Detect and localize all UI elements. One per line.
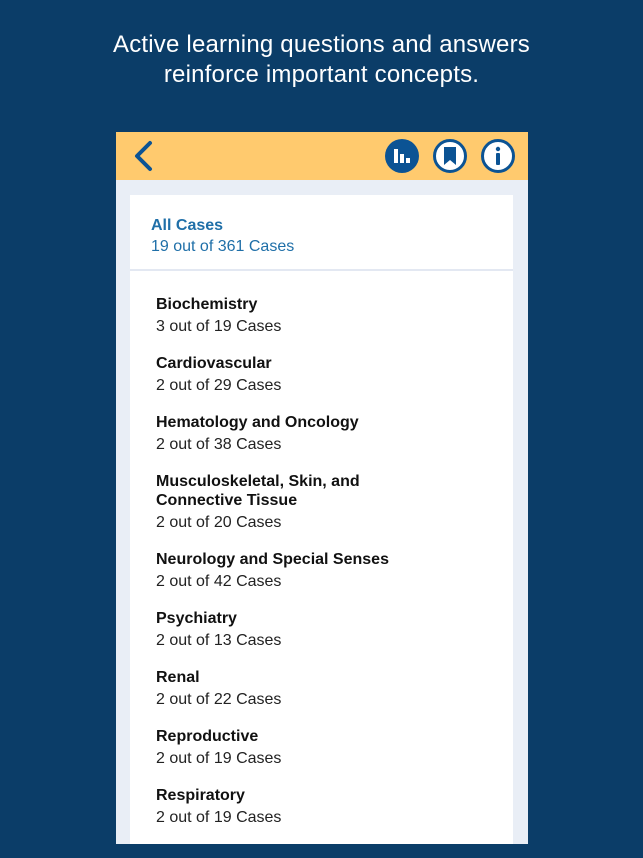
category-title: Neurology and Special Senses	[156, 551, 389, 568]
top-toolbar	[116, 132, 528, 180]
category-count: 2 out of 19 Cases	[156, 750, 282, 767]
category-count: 2 out of 22 Cases	[156, 691, 282, 708]
category-item[interactable]	[156, 550, 486, 591]
statistics-button[interactable]	[385, 139, 419, 173]
back-button[interactable]	[130, 140, 160, 172]
cases-panel	[130, 195, 513, 844]
all-cases-row[interactable]	[130, 195, 513, 271]
category-count: 2 out of 19 Cases	[156, 809, 282, 826]
all-cases-title: All Cases	[151, 217, 224, 234]
category-count: 2 out of 20 Cases	[156, 514, 282, 531]
category-count: 2 out of 29 Cases	[156, 377, 282, 394]
all-cases-count: 19 out of 361 Cases	[151, 238, 295, 255]
marketing-caption	[0, 30, 643, 90]
caption-line-2: reinforce important concepts.	[163, 61, 480, 88]
caption-line-1: Active learning questions and answers	[113, 31, 530, 58]
category-count: 2 out of 38 Cases	[156, 436, 282, 453]
category-item[interactable]	[156, 354, 486, 395]
category-title: Biochemistry	[156, 296, 258, 313]
category-item[interactable]	[156, 413, 486, 454]
bookmark-icon	[433, 139, 467, 173]
app-screen	[116, 132, 528, 844]
category-item[interactable]	[156, 786, 486, 827]
bar-chart-icon	[385, 139, 419, 173]
category-title: Hematology and Oncology	[156, 414, 359, 431]
category-title: Respiratory	[156, 787, 245, 804]
category-item[interactable]	[156, 295, 486, 336]
info-icon	[481, 139, 515, 173]
category-list	[156, 295, 486, 844]
category-item[interactable]	[156, 472, 486, 532]
bookmark-button[interactable]	[433, 139, 467, 173]
category-item[interactable]	[156, 668, 486, 709]
info-button[interactable]	[481, 139, 515, 173]
category-count: 3 out of 19 Cases	[156, 318, 282, 335]
category-title: Reproductive	[156, 728, 259, 745]
category-count: 2 out of 42 Cases	[156, 573, 282, 590]
category-item[interactable]	[156, 727, 486, 768]
category-title: Cardiovascular	[156, 355, 272, 372]
category-title: Psychiatry	[156, 610, 237, 627]
category-count: 2 out of 13 Cases	[156, 632, 282, 649]
chevron-left-icon	[130, 140, 160, 172]
category-title: Musculoskeletal, Skin, and Connective Tissue	[156, 473, 360, 509]
category-item[interactable]	[156, 609, 486, 650]
category-title: Renal	[156, 669, 200, 686]
